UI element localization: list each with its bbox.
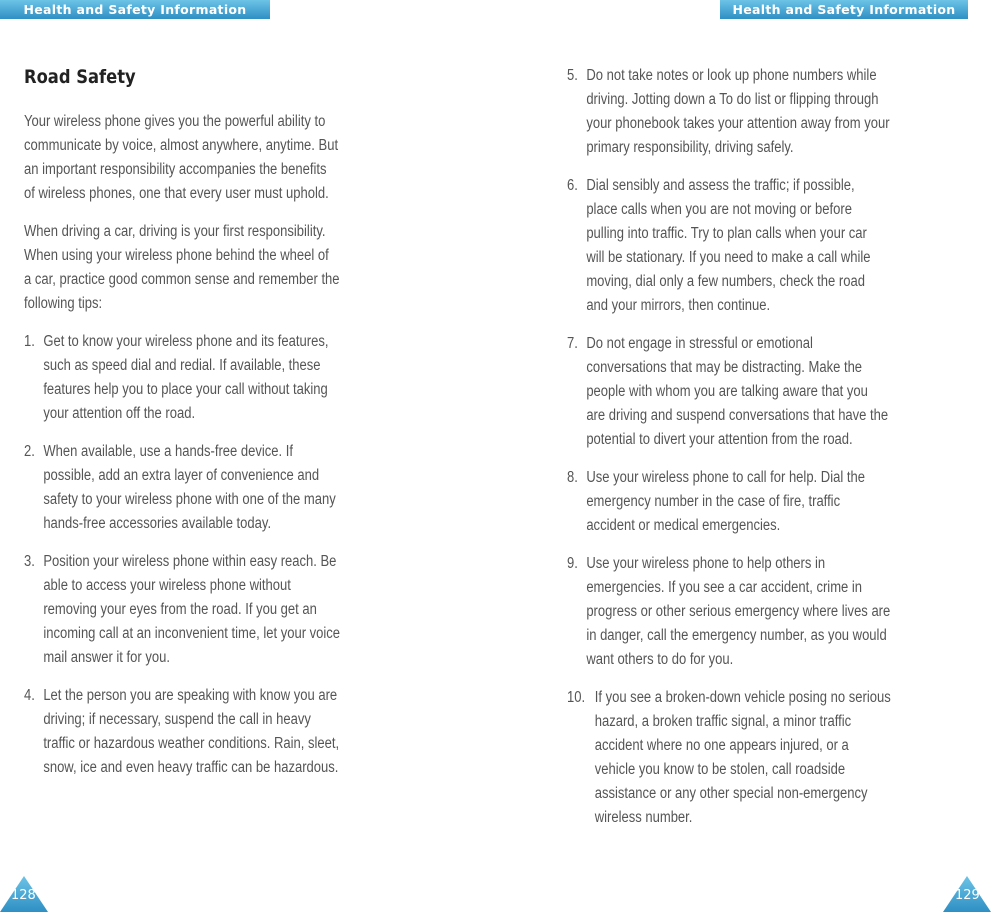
tip-line: in danger, call the emergency number, as you would [586, 627, 887, 644]
tip-line: your attention off the road. [43, 405, 196, 422]
text-line: following tips: [24, 295, 103, 312]
right-column [567, 64, 891, 844]
intro-paragraph [24, 220, 340, 316]
tip-line: mail answer it for you. [43, 649, 170, 666]
tip-line: your phonebook takes your attention away from your [586, 115, 890, 132]
page-number-left: 128 [11, 888, 36, 903]
tip-line: Position your wireless phone within easy reach. Be [43, 553, 337, 570]
tip-item [24, 330, 340, 426]
tip-item [567, 332, 891, 452]
tip-item [567, 174, 891, 318]
tip-line: potential to divert your attention from the road. [586, 431, 853, 448]
text-line: an important responsibility accompanies the benefits [24, 161, 327, 178]
tip-line: are driving and suspend conversations that have the [586, 407, 889, 424]
tip-line: removing your eyes from the road. If you get an [43, 601, 317, 618]
tip-number: 6. [567, 177, 578, 194]
tip-line: safety to your wireless phone with one of the many [43, 491, 336, 508]
tip-item [567, 466, 891, 538]
tip-line: possible, add an extra layer of convenience and [43, 467, 320, 484]
tip-line: people with whom you are talking aware that you [586, 383, 868, 400]
tip-number: 4. [24, 687, 35, 704]
tip-item [24, 440, 340, 536]
tip-line: want others to do for you. [586, 651, 734, 668]
tip-number: 3. [24, 553, 35, 570]
tip-line: conversations that may be distracting. Make the [586, 359, 863, 376]
tip-line: incoming call at an inconvenient time, let your voice [43, 625, 341, 642]
tip-line: will be stationary. If you need to make a call while [586, 249, 871, 266]
tip-line: such as speed dial and redial. If available, these [43, 357, 321, 374]
text-line: of wireless phones, one that every user must uphold. [24, 185, 329, 202]
tip-line: progress or other serious emergency where lives are [586, 603, 891, 620]
tip-line: If you see a broken-down vehicle posing no serious [594, 689, 891, 706]
tip-number: 5. [567, 67, 578, 84]
tip-item [24, 684, 340, 780]
tip-line: vehicle you know to be stolen, call roadside [594, 761, 846, 778]
page-number-right: 129 [955, 888, 980, 903]
header-left-tab: Health and Safety Information [0, 0, 270, 19]
text-line: When driving a car, driving is your first responsibility. [24, 223, 326, 240]
tip-item [567, 552, 891, 672]
tip-line: Do not take notes or look up phone numbers while [586, 67, 877, 84]
tip-line: accident where no one appears injured, or a [594, 737, 849, 754]
tip-item [567, 64, 891, 160]
tip-line: When available, use a hands-free device. If [43, 443, 294, 460]
text-line: Your wireless phone gives you the powerful ability to [24, 113, 326, 130]
intro-paragraph [24, 110, 340, 206]
tip-number: 9. [567, 555, 578, 572]
tip-line: wireless number. [594, 809, 693, 826]
tip-line: emergency number in the case of fire, traffic [586, 493, 841, 510]
tip-line: features help you to place your call without taking [43, 381, 328, 398]
tip-line: Do not engage in stressful or emotional [586, 335, 813, 352]
tip-line: accident or medical emergencies. [586, 517, 781, 534]
tip-number: 7. [567, 335, 578, 352]
tip-line: primary responsibility, driving safely. [586, 139, 794, 156]
tip-line: Get to know your wireless phone and its features, [43, 333, 329, 350]
tip-item [567, 686, 891, 830]
tip-line: driving. Jotting down a To do list or flipping through [586, 91, 879, 108]
tip-line: Use your wireless phone to call for help. Dial the [586, 469, 865, 486]
section-title: Road Safety [24, 66, 136, 88]
tip-line: pulling into traffic. Try to plan calls when your car [586, 225, 867, 242]
tip-line: driving; if necessary, suspend the call in heavy [43, 711, 311, 728]
tip-line: emergencies. If you see a car accident, crime in [586, 579, 863, 596]
tip-line: and your mirrors, then continue. [586, 297, 771, 314]
text-line: a car, practice good common sense and remember the [24, 271, 340, 288]
tip-line: hazard, a broken traffic signal, a minor traffic [594, 713, 852, 730]
tip-line: snow, ice and even heavy traffic can be hazardous. [43, 759, 339, 776]
tip-number: 10. [567, 689, 586, 706]
left-column [24, 110, 340, 794]
tip-item [24, 550, 340, 670]
tip-line: place calls when you are not moving or before [586, 201, 852, 218]
tip-number: 2. [24, 443, 35, 460]
tip-line: hands-free accessories available today. [43, 515, 272, 532]
text-line: communicate by voice, almost anywhere, anytime. But [24, 137, 339, 154]
text-line: When using your wireless phone behind the wheel of [24, 247, 329, 264]
tip-line: assistance or any other special non-emergency [594, 785, 868, 802]
tip-line: Use your wireless phone to help others in [586, 555, 826, 572]
tip-line: traffic or hazardous weather conditions. Rain, sleet, [43, 735, 340, 752]
tip-line: moving, dial only a few numbers, check the road [586, 273, 865, 290]
header-right-tab: Health and Safety Information [720, 0, 968, 19]
tip-line: Dial sensibly and assess the traffic; if possible, [586, 177, 855, 194]
tip-number: 8. [567, 469, 578, 486]
tip-line: Let the person you are speaking with know you are [43, 687, 338, 704]
tip-line: able to access your wireless phone without [43, 577, 291, 594]
tip-number: 1. [24, 333, 35, 350]
